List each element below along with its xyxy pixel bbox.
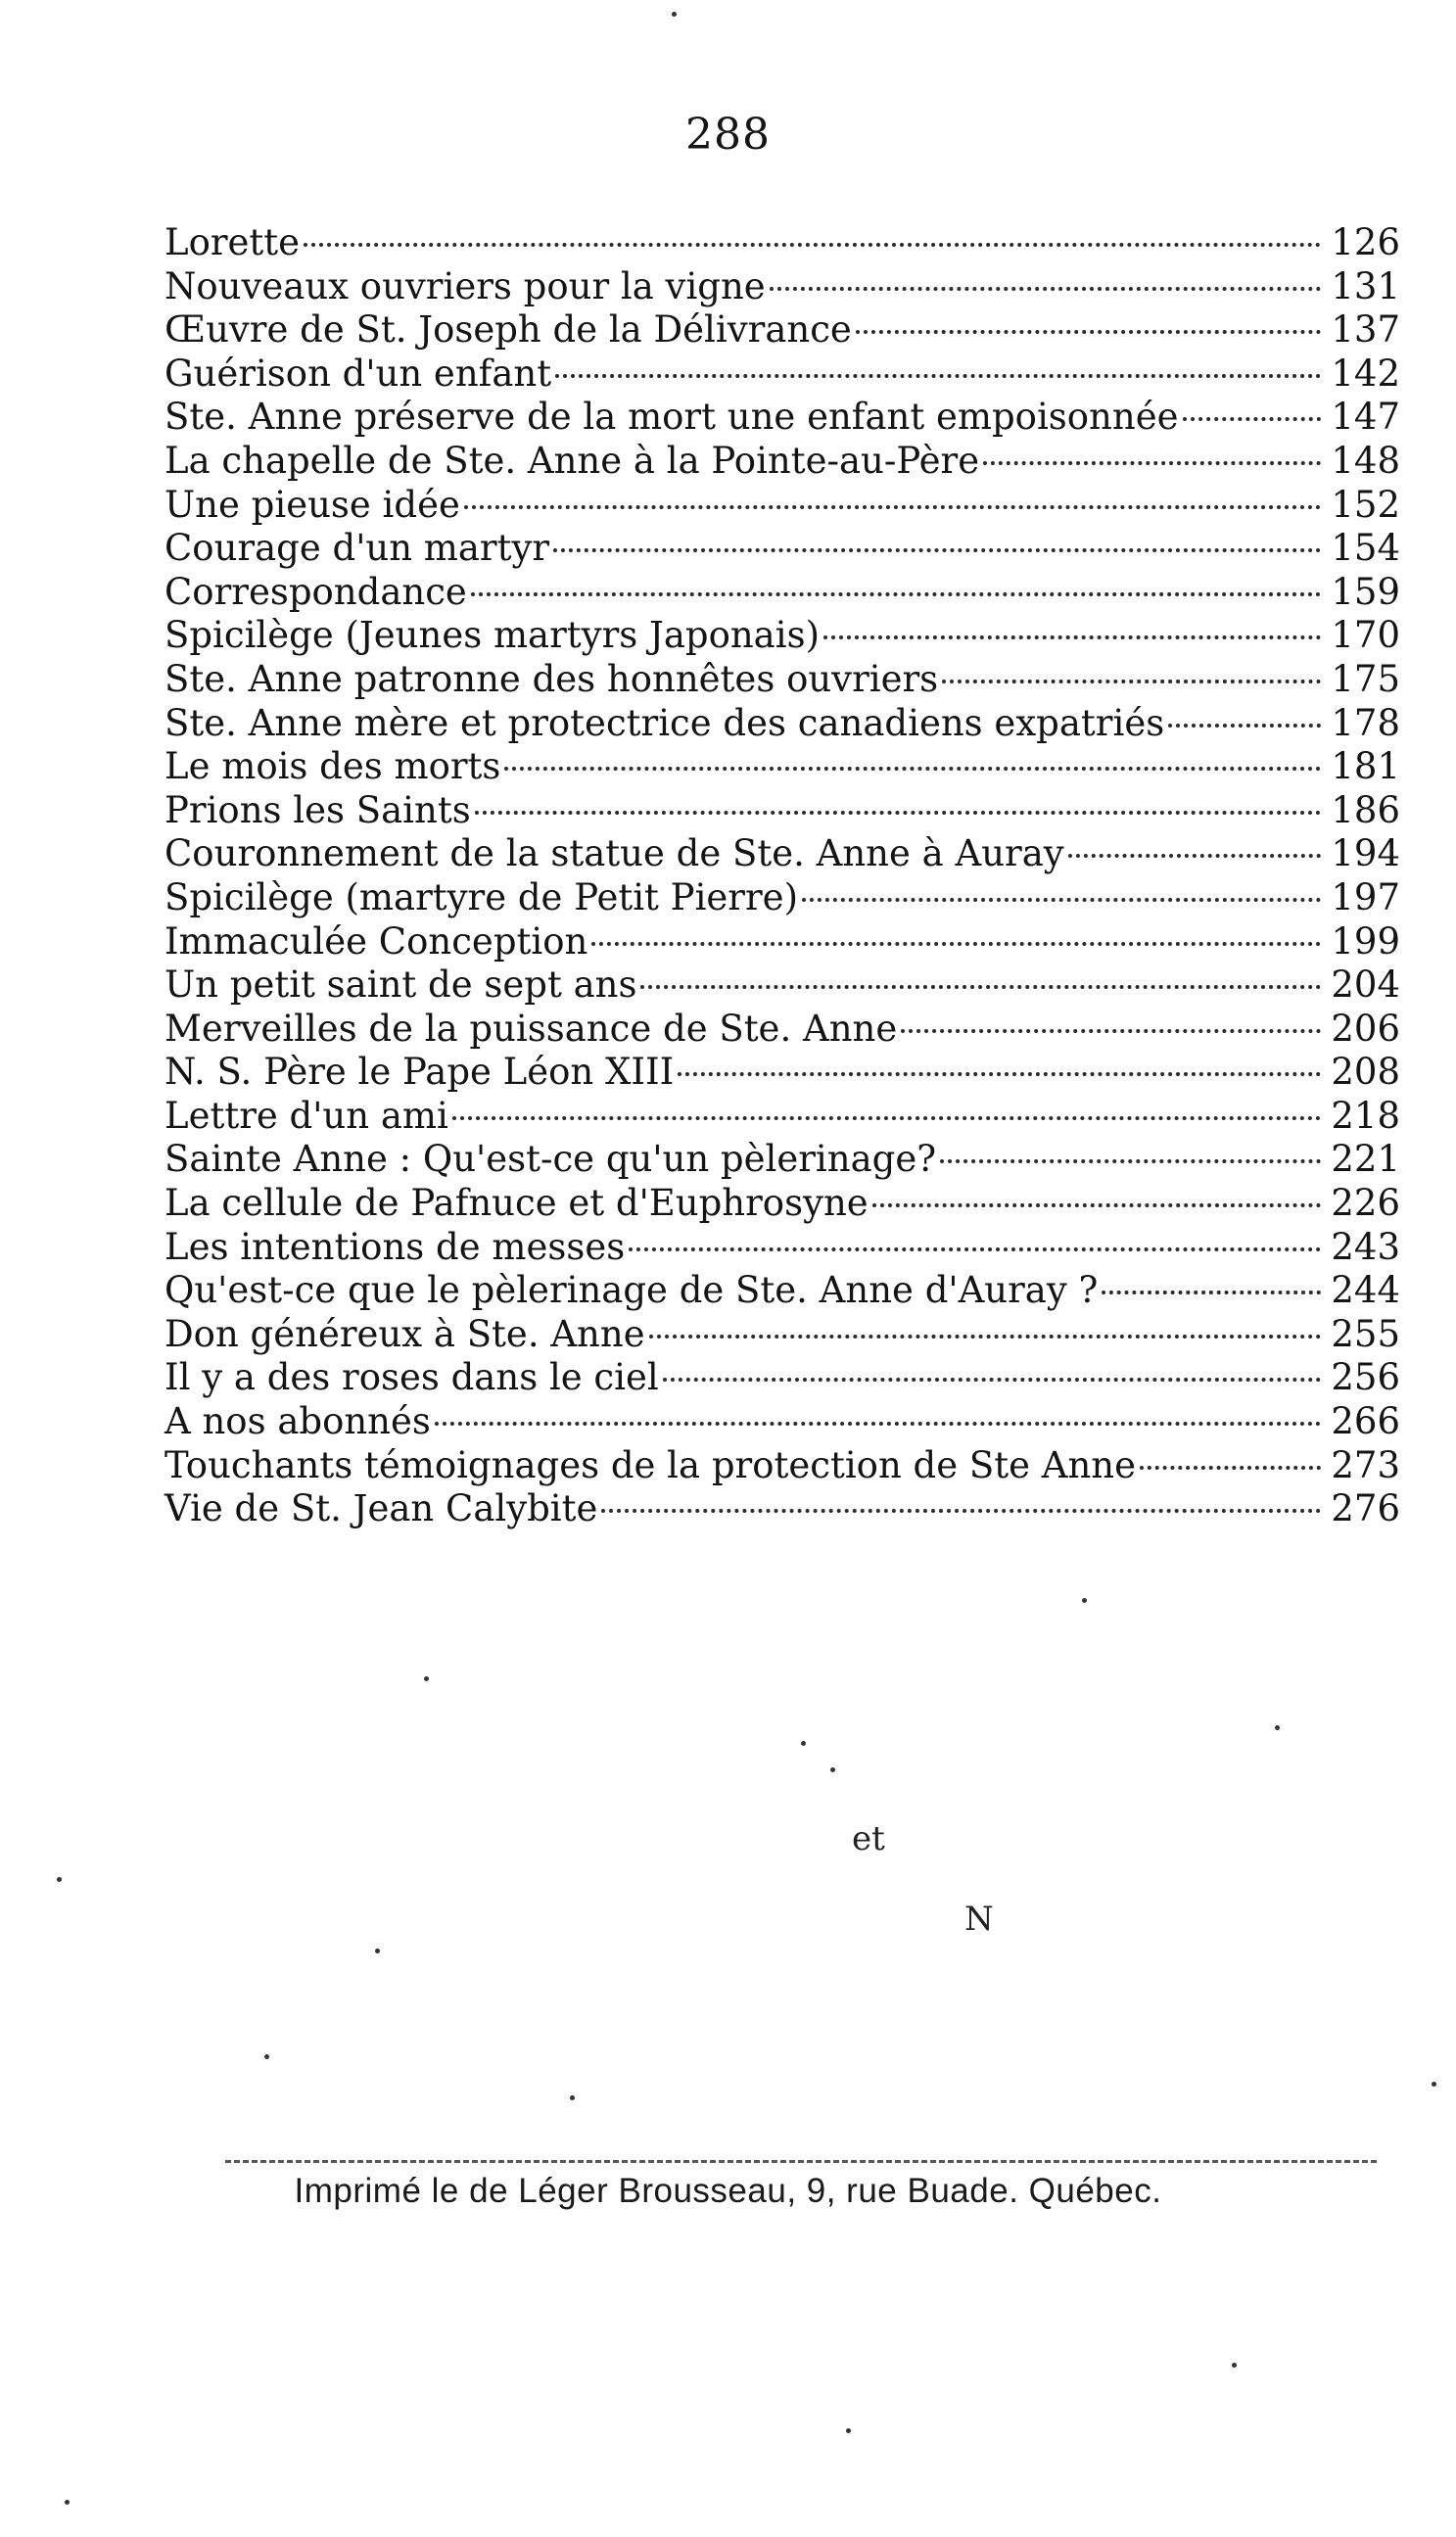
ink-speck	[570, 2095, 575, 2100]
toc-entry	[164, 876, 1400, 920]
toc-entry	[164, 1313, 1400, 1357]
dot-leader	[1183, 417, 1322, 421]
ink-speck	[1275, 1725, 1280, 1730]
dot-leader	[640, 985, 1321, 989]
toc-entry	[164, 1487, 1400, 1531]
toc-entry-title: Spicilège (martyre de Petit Pierre)	[164, 875, 799, 918]
ink-speck	[846, 2428, 851, 2433]
dot-leader	[471, 592, 1322, 596]
toc-entry	[164, 1269, 1400, 1313]
toc-entry-title: La chapelle de Ste. Anne à la Pointe-au-Père	[164, 439, 980, 482]
ink-speck	[424, 1676, 429, 1681]
dot-leader	[856, 330, 1322, 334]
dot-leader	[555, 374, 1321, 378]
toc-entry-title: Une pieuse idée	[164, 483, 460, 526]
ink-speck	[1232, 2363, 1237, 2368]
toc-entry-page: 147	[1331, 396, 1400, 439]
dot-leader	[678, 1072, 1321, 1076]
dot-leader	[901, 1029, 1321, 1033]
dot-leader	[464, 505, 1322, 509]
toc-entry-page: 218	[1331, 1094, 1400, 1137]
dot-leader	[504, 767, 1321, 771]
dot-leader	[601, 1509, 1321, 1513]
toc-entry-page: 244	[1331, 1269, 1400, 1312]
dot-leader	[435, 1422, 1321, 1426]
toc-entry	[164, 484, 1400, 528]
toc-entry-title: Lettre d'un ami	[164, 1094, 448, 1137]
toc-entry	[164, 440, 1400, 484]
toc-entry-title: Le mois des morts	[164, 745, 501, 788]
toc-entry-title: Nouveaux ouvriers pour la vigne	[164, 264, 766, 307]
dot-leader	[475, 811, 1322, 815]
toc-entry-title: Touchants témoignages de la protection de Ste Anne	[164, 1443, 1137, 1486]
toc-entry-page: 206	[1331, 1007, 1400, 1050]
toc-entry-title: Lorette	[164, 221, 301, 263]
ink-speck	[830, 1767, 835, 1772]
toc-entry-title: Un petit saint de sept ans	[164, 963, 637, 1007]
dot-leader	[1168, 724, 1321, 728]
toc-entry	[164, 702, 1400, 746]
toc-entry-page: 197	[1331, 875, 1400, 918]
dot-leader	[304, 243, 1321, 247]
toc-entry-title: Guérison d'un enfant	[164, 352, 552, 395]
toc-entry-title: Immaculée Conception	[164, 919, 588, 963]
toc-entry	[164, 527, 1400, 571]
dot-leader	[823, 635, 1321, 639]
ink-speck	[264, 2054, 269, 2059]
toc-entry	[164, 1226, 1400, 1270]
toc-entry-title: Merveilles de la puissance de Ste. Anne	[164, 1007, 898, 1050]
toc-entry	[164, 1400, 1400, 1444]
toc-entry-title: Sainte Anne : Qu'est-ce qu'un pèlerinage?	[164, 1138, 937, 1181]
toc-entry	[164, 658, 1400, 702]
toc-entry	[164, 1182, 1400, 1226]
toc-entry-page: 226	[1331, 1182, 1400, 1225]
toc-entry-page: 199	[1331, 919, 1400, 963]
toc-entry-page: 175	[1331, 657, 1400, 700]
dot-leader	[942, 680, 1321, 683]
toc-entry-title: Œuvre de St. Joseph de la Délivrance	[164, 308, 852, 352]
toc-entry-page: 243	[1331, 1225, 1400, 1268]
dot-leader	[940, 1159, 1321, 1163]
toc-entry	[164, 963, 1400, 1008]
dot-leader	[649, 1335, 1322, 1339]
toc-entry	[164, 265, 1400, 309]
footer-rule	[225, 2160, 1377, 2163]
toc-entry-title: Ste. Anne préserve de la mort une enfant empoisonnée	[164, 396, 1179, 439]
printer-imprint: Imprimé le de Léger Brousseau, 9, rue Buade. Québec.	[294, 2172, 1162, 2210]
toc-entry-page: 131	[1331, 264, 1400, 307]
page-number: 288	[685, 110, 771, 160]
toc-entry-title: Couronnement de la statue de Ste. Anne à Auray	[164, 832, 1064, 875]
dot-leader	[1102, 1291, 1321, 1294]
toc-entry	[164, 614, 1400, 658]
toc-entry-title: Vie de St. Jean Calybite	[164, 1487, 598, 1530]
ink-speck	[375, 1949, 380, 1953]
toc-entry	[164, 352, 1400, 397]
toc-entry-page: 178	[1331, 701, 1400, 744]
toc-entry-page: 273	[1331, 1443, 1400, 1486]
toc-entry-page: 255	[1331, 1312, 1400, 1355]
toc-entry	[164, 832, 1400, 876]
toc-entry-title: Ste. Anne mère et protectrice des canadiens expatriés	[164, 701, 1165, 744]
dot-leader	[553, 548, 1321, 552]
toc-entry	[164, 789, 1400, 833]
toc-entry-page: 170	[1331, 614, 1400, 657]
ink-speck	[801, 1741, 806, 1746]
toc-entry	[164, 1051, 1400, 1095]
toc-entry	[164, 1008, 1400, 1052]
ink-speck	[672, 12, 677, 17]
toc-entry-page: 159	[1331, 570, 1400, 613]
toc-entry-title: Les intentions de messes	[164, 1225, 626, 1268]
toc-entry	[164, 221, 1400, 265]
table-of-contents	[164, 221, 1400, 1531]
toc-entry-page: 148	[1331, 439, 1400, 482]
dot-leader	[770, 287, 1322, 291]
toc-entry-page: 266	[1331, 1400, 1400, 1443]
toc-entry-page: 152	[1331, 483, 1400, 526]
toc-entry-page: 154	[1331, 527, 1400, 570]
dot-leader	[629, 1247, 1321, 1251]
toc-entry-title: Il y a des roses dans le ciel	[164, 1356, 659, 1399]
dot-leader	[452, 1116, 1322, 1120]
fragment-et: et	[852, 1819, 885, 1858]
dot-leader	[983, 461, 1321, 465]
toc-entry-title: A nos abonnés	[164, 1400, 431, 1443]
toc-entry-page: 204	[1331, 963, 1400, 1007]
toc-entry-title: Courage d'un martyr	[164, 527, 550, 570]
toc-entry-page: 208	[1331, 1051, 1400, 1094]
toc-entry	[164, 1356, 1400, 1400]
toc-entry-page: 256	[1331, 1356, 1400, 1399]
fragment-n: N	[964, 1900, 994, 1939]
toc-entry	[164, 920, 1400, 964]
toc-entry-title: Spicilège (Jeunes martyrs Japonais)	[164, 614, 820, 657]
toc-entry	[164, 745, 1400, 789]
toc-entry-title: Qu'est-ce que le pèlerinage de Ste. Anne d'Auray ?	[164, 1269, 1099, 1312]
toc-entry	[164, 1444, 1400, 1488]
toc-entry-title: La cellule de Pafnuce et d'Euphrosyne	[164, 1182, 869, 1225]
toc-entry	[164, 396, 1400, 440]
dot-leader	[663, 1378, 1322, 1382]
toc-entry-page: 276	[1331, 1487, 1400, 1530]
toc-entry-title: Ste. Anne patronne des honnêtes ouvriers	[164, 657, 939, 700]
toc-entry-page: 186	[1331, 788, 1400, 831]
ink-speck	[1082, 1598, 1087, 1603]
ink-speck	[57, 1877, 62, 1882]
toc-entry-title: Correspondance	[164, 570, 467, 613]
toc-entry-page: 142	[1331, 352, 1400, 395]
toc-entry-page: 221	[1331, 1138, 1400, 1181]
dot-leader	[802, 898, 1321, 902]
toc-entry-page: 194	[1331, 832, 1400, 875]
toc-entry-page: 137	[1331, 308, 1400, 352]
ink-speck	[65, 2500, 70, 2505]
ink-speck	[1432, 2082, 1436, 2087]
toc-entry-title: Don généreux à Ste. Anne	[164, 1312, 645, 1355]
dot-leader	[872, 1203, 1322, 1207]
dot-leader	[1068, 854, 1322, 858]
dot-leader	[591, 942, 1321, 946]
toc-entry	[164, 1095, 1400, 1139]
toc-entry	[164, 571, 1400, 615]
toc-entry-page: 126	[1331, 221, 1400, 263]
toc-entry-title: N. S. Père le Pape Léon XIII	[164, 1051, 675, 1094]
toc-entry	[164, 308, 1400, 352]
toc-entry-title: Prions les Saints	[164, 788, 471, 831]
toc-entry-page: 181	[1331, 745, 1400, 788]
toc-entry	[164, 1138, 1400, 1182]
dot-leader	[1140, 1466, 1321, 1470]
